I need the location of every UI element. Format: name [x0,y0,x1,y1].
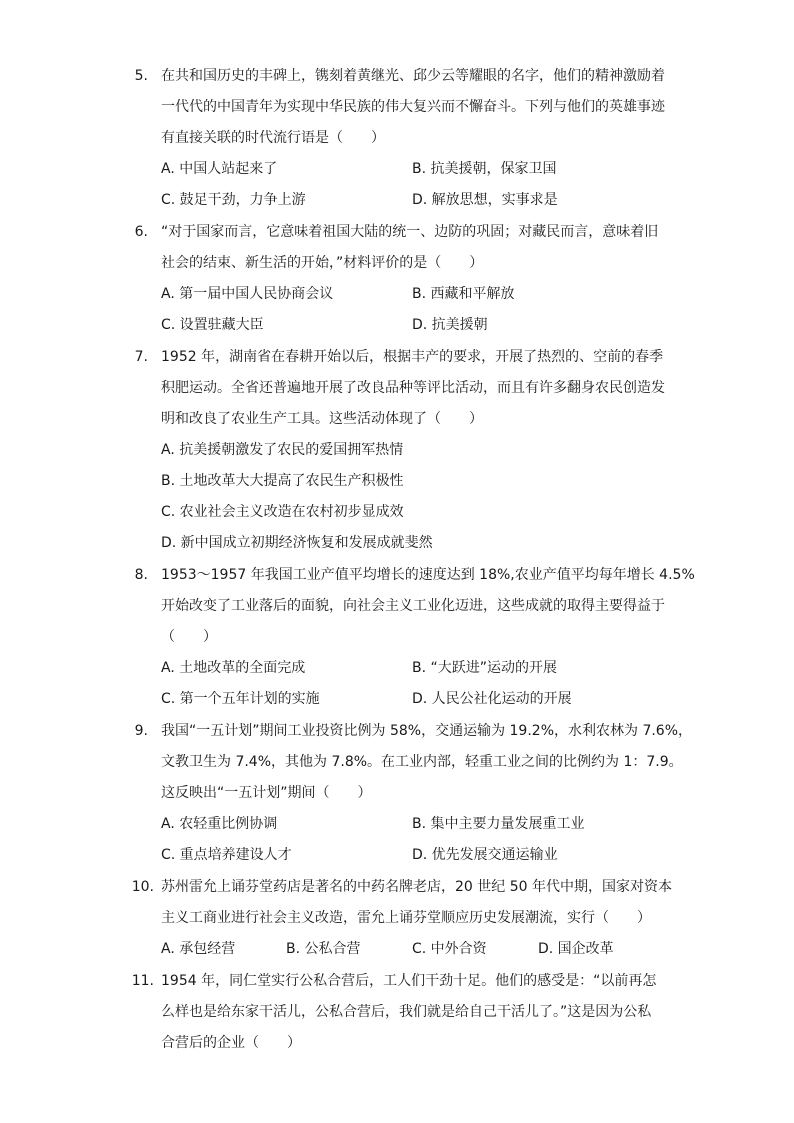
question-text-line: 文教卫生为 7.4%，其他为 7.8%。在工业内部，轻重工业之间的比例约为 1：7.9。 [161,754,683,770]
question-text-line: 1953～1957 年我国工业产值平均增长的速度达到 18%,农业产值平均每年增长 4.5% [161,567,695,583]
option-a[interactable]: A. 农轻重比例协调 [161,816,278,832]
option-a[interactable]: A. 土地改革的全面完成 [161,660,306,676]
option-c[interactable]: C. 鼓足干劲，力争上游 [161,192,306,208]
question-text-line: “对于国家而言，它意味着祖国大陆的统一、边防的巩固；对藏民而言，意味着旧 [161,224,659,240]
option-b[interactable]: B. 西藏和平解放 [412,286,515,302]
option-c[interactable]: C. 第一个五年计划的实施 [161,691,320,707]
option-b[interactable]: B. 集中主要力量发展重工业 [412,816,585,832]
option-a[interactable]: A. 中国人站起来了 [161,161,278,177]
option-b[interactable]: B. 抗美援朝，保家卫国 [412,161,557,177]
question-text-line: 有直接关联的时代流行语是（ ） [161,130,385,146]
option-b[interactable]: B. “大跃进”运动的开展 [412,660,558,676]
option-d[interactable]: D. 优先发展交通运输业 [412,847,558,863]
option-b[interactable]: B. 公私合营 [286,941,361,957]
option-c[interactable]: C. 设置驻藏大臣 [161,317,264,333]
option-d[interactable]: D. 新中国成立初期经济恢复和发展成就斐然 [161,535,433,551]
option-a[interactable]: A. 第一届中国人民协商会议 [161,286,334,302]
question-number: 7. [134,349,148,365]
option-c[interactable]: C. 农业社会主义改造在农村初步显成效 [161,504,404,520]
question-number: 8. [134,567,148,583]
question-text-line: 么样也是给东家干活儿，公私合营后，我们就是给自己干活儿了。”这是因为公私 [161,1004,652,1020]
question-text-line: 积肥运动。全省还普遍地开展了改良品种等评比活动，而且有许多翻身农民创造发 [161,380,665,396]
question-number: 11. [131,973,154,989]
option-c[interactable]: C. 重点培养建设人才 [161,847,292,863]
option-d[interactable]: D. 国企改革 [538,941,614,957]
question-text-line: 一代代的中国青年为实现中华民族的伟大复兴而不懈奋斗。下列与他们的英雄事迹 [161,99,665,115]
question-text-line: 明和改良了农业生产工具。这些活动体现了（ ） [161,411,483,427]
question-text-line: 社会的结束、新生活的开始，”材料评价的是（ ） [161,255,484,271]
question-text-line: 我国“一五计划”期间工业投资比例为 58%，交通运输为 19.2%，水利农林为 7.6%， [161,723,693,739]
question-text-line: 在共和国历史的丰碑上，镌刻着黄继光、邱少云等耀眼的名字，他们的精神激励着 [161,68,665,84]
question-number: 10. [131,879,154,895]
question-text-line: 1952 年，湖南省在春耕开始以后，根据丰产的要求，开展了热烈的、空前的春季 [161,349,664,365]
question-text-line: （ ） [161,629,217,645]
question-text-line: 1954 年，同仁堂实行公私合营后，工人们干劲十足。他们的感受是：“以前再怎 [161,973,657,989]
option-c[interactable]: C. 中外合资 [412,941,487,957]
option-a[interactable]: A. 抗美援朝激发了农民的爱国拥军热情 [161,442,404,458]
question-number: 9. [134,723,148,739]
question-text-line: 这反映出“一五计划”期间（ ） [161,785,372,801]
option-d[interactable]: D. 人民公社化运动的开展 [412,691,572,707]
question-number: 5. [134,68,148,84]
question-text-line: 合营后的企业（ ） [161,1035,301,1051]
question-text-line: 主义工商业进行社会主义改造，雷允上诵芬堂顺应历史发展潮流，实行（ ） [161,910,651,926]
question-number: 6. [134,224,148,240]
question-text-line: 开始改变了工业落后的面貌，向社会主义工业化迈进，这些成就的取得主要得益于 [161,598,665,614]
question-text-line: 苏州雷允上诵芬堂药店是著名的中药名牌老店，20 世纪 50 年代中期，国家对资本 [161,879,672,895]
option-d[interactable]: D. 解放思想，实事求是 [412,192,558,208]
option-d[interactable]: D. 抗美援朝 [412,317,488,333]
option-a[interactable]: A. 承包经营 [161,941,236,957]
option-b[interactable]: B. 土地改革大大提高了农民生产积极性 [161,473,404,489]
